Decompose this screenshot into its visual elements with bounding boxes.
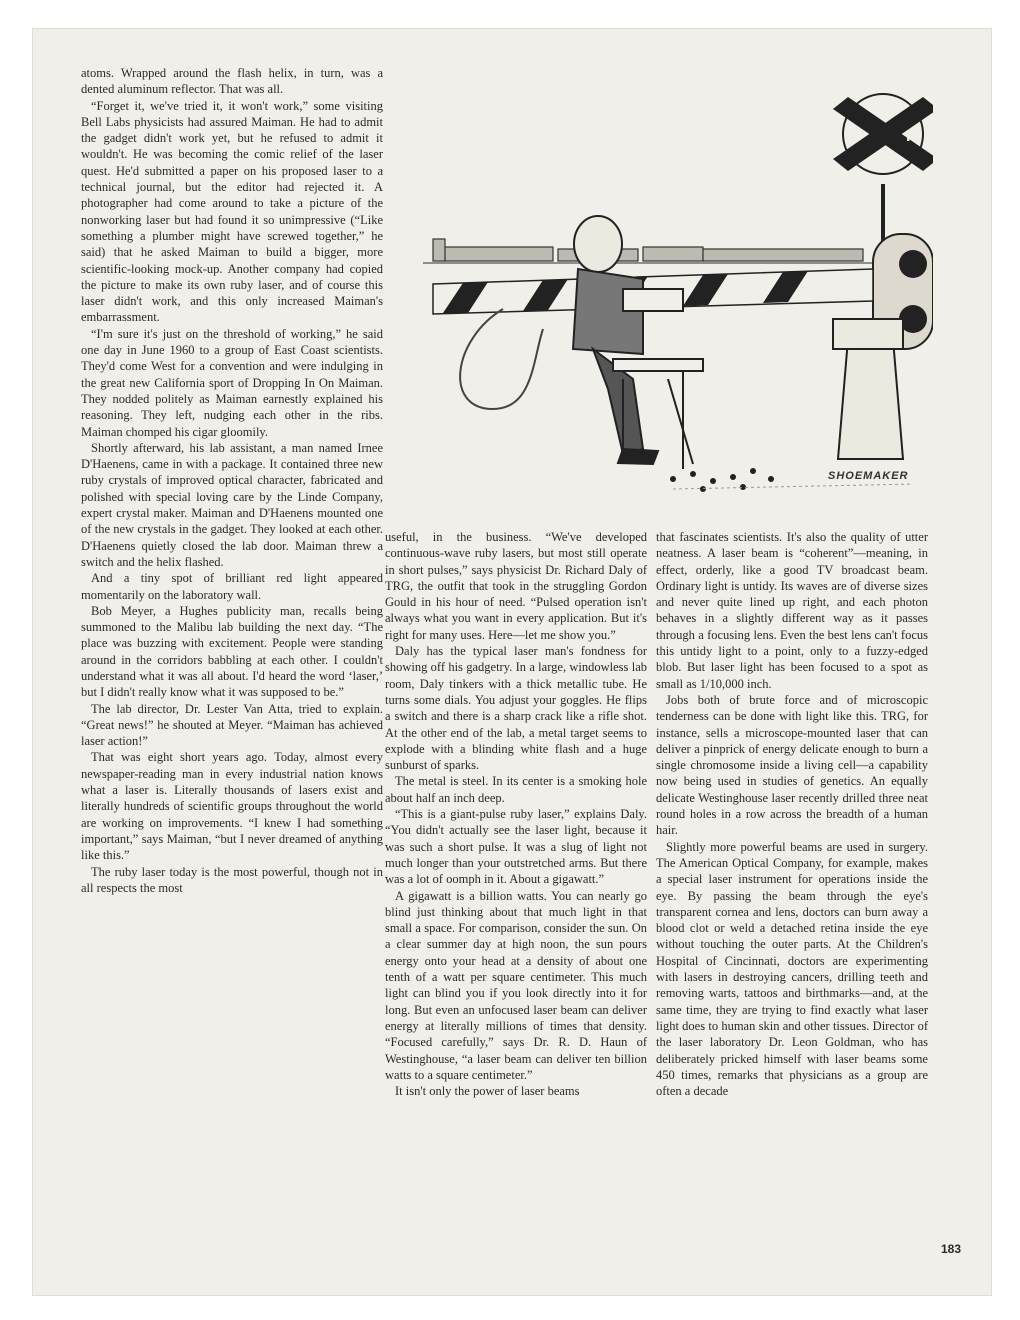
paragraph: The ruby laser today is the most powerful, though not in all respects the most xyxy=(81,864,383,895)
cartoon-illustration xyxy=(393,79,933,504)
paragraph: Slightly more powerful beams are used in surgery. The American Optical Company, for example, makes a special laser instrument for operations inside the eye. By passing the beam through the eye's transparent cornea and lens, doctors can burn away a blood clot or weld a detached retina inside the eye without touching the outer parts. At the Children's Hospital of Cincinnati, doctors are experimenting with lasers in destroying cancers, drilling teeth and removing warts, tattoos and birthmarks—and, at the same time, they are trying to find exactly what laser light does to human skin and other tissues. Director of the laser laboratory Dr. Leon Goldman, who has deliberately pricked himself with laser beams some 450 times, remarks that physicians as a group are often a decade xyxy=(656,839,928,1099)
paragraph: The metal is steel. In its center is a smoking hole about half an inch deep. xyxy=(385,774,647,805)
paragraph: A gigawatt is a billion watts. You can nearly go blind just thinking about that much light in that small a space. For comparison, consider the sun. On a clear summer day at high noon, the sun pours energy onto your head at a density of about one tenth of a watt per square centimeter. This much light can blind you if you look directly into it for long. But even an unfocused laser beam can deliver energy at literally millions of times that density. “Focused carefully,” says Dr. R. D. Haun of Westinghouse, “a laser beam can deliver ten billion watts to a square centimeter.” xyxy=(385,888,647,1082)
paragraph: That was eight short years ago. Today, almost every newspaper-reading man in every industrial nation knows what a laser is. Literally thousands of lasers exist and literally hundreds of scientific groups throughout the world are working on improvements. “I knew I had something important,” says Maiman, “but I never dreamed of anything like this.” xyxy=(81,750,383,863)
paragraph: useful, in the business. “We've developed continuous-wave ruby lasers, but most still operate in short pulses,” says physicist Dr. Richard Daly of TRG, the outfit that took in the struggling Gordon Gould in his hour of need. “Pulsed operation isn't always what you want in every application. But it's right for many uses. Here—let me show you.” xyxy=(385,530,647,642)
railroad-crossing-cartoon xyxy=(393,79,933,504)
paragraph: It isn't only the power of laser beams xyxy=(395,1084,580,1099)
paragraph: “Forget it, we've tried it, it won't work,” some visiting Bell Labs physicists had assured Maiman. He had to admit the gadget didn't work yet, but he refused to admit it wouldn't. He was becoming the comic relief of the laser quest. He'd submitted a paper on his proposed laser to a technical journal, but the editor had rejected it. A photographer had come around to take a picture of the nonworking laser but had found it so unimpressive (“Like something a plumber might have screwed together,” he said) that he asked Maiman to build a bigger, more scientific-looking mock-up. Another company had copied the picture to make its own ruby laser, and of course this laser didn't work, and this only increased Maiman's embarrassment. xyxy=(81,98,383,325)
paragraph: And a tiny spot of brilliant red light appeared momentarily on the laboratory wall. xyxy=(81,571,383,602)
paragraph: Bob Meyer, a Hughes publicity man, recalls being summoned to the Malibu lab building the next day. “The place was buzzing with excitement. People were standing around in the corridors babbling at each other. I couldn't understand what it was all about. I'd heard the word ‘laser,’ but I didn't really know what it was supposed to be.” xyxy=(81,603,383,700)
page-number: 183 xyxy=(941,1242,962,1256)
paragraph: Shortly afterward, his lab assistant, a man named Irnee D'Haenens, came in with a package. It contained three new ruby crystals of improved optical character, fabricated and polished with special loving care by the Linde Company, expert crystal maker. Maiman and D'Haenens mounted one of the new crystals in the gadget. They looked at each other. D'Haenens quietly closed the lab door. Maiman threw a switch and the helix flashed. xyxy=(81,440,383,569)
column-middle xyxy=(385,529,647,1099)
paragraph: “This is a giant-pulse ruby laser,” explains Daly. “You didn't actually see the laser light, because it was such a short pulse. It was a slug of light not much longer than your outstretched arms. But there was a lot of oomph in it. About a gigawatt.” xyxy=(385,807,647,887)
crossbuck-sign xyxy=(833,94,933,174)
gate-base xyxy=(833,319,903,459)
paragraph: “I'm sure it's just on the threshold of working,” he said one day in June 1960 to a group of East Coast scientists. They'd come West for a convention and were indulging in the great new California sport of Dropping In On Maiman. They nodded politely as Maiman earnestly explained his reasoning. They left, nudging each other in the ribs. Maiman chomped his cigar gloomily. xyxy=(81,326,383,439)
sign-letter-left: R xyxy=(846,128,858,145)
artist-signature: SHOEMAKER xyxy=(828,470,909,482)
rope-drawing xyxy=(460,309,543,409)
magazine-page xyxy=(32,28,992,1296)
paragraph: The lab director, Dr. Lester Van Atta, tried to explain. “Great news!” he shouted at Meyer. “Maiman has achieved laser action!” xyxy=(81,701,383,749)
train-drawing xyxy=(423,239,873,263)
paragraph: atoms. Wrapped around the flash helix, in turn, was a dented aluminum reflector. That was all. xyxy=(81,66,383,97)
column-right xyxy=(656,529,928,1099)
paragraph: Daly has the typical laser man's fondness for showing off his gadgetry. In a large, windowless lab room, Daly tinkers with a thick metallic tube. He turns some dials. You adjust your goggles. He flips a switch and there is a sharp crack like a rifle shot. At the other end of the lab, a metal target seems to explode with a blinding white flash and a huge sunburst of sparks. xyxy=(385,644,647,773)
paragraph: Jobs both of brute force and of microscopic tenderness can be done with light like this. TRG, for instance, sells a microscope-mounted laser that can deliver a pinprick of energy delicate enough to burn a single chromosome inside a living cell—a capability now being used in studies of genetics. An equally delicate Westinghouse laser recently drilled three neat round holes in a row across the breadth of a human hair. xyxy=(656,692,928,838)
paragraph: that fascinates scientists. It's also the quality of utter neatness. A laser beam is “coherent”—meaning, in effect, orderly, like a good TV broadcast beam. Ordinary light is untidy. Its waves are of diverse sizes and never quite lined up right, and each photon behaves in a slightly different way as it passes through a focusing lens. Even the best lens can't focus this untidy light to a point, only to a fuzzy-edged blob. But laser light has been focused to a spot as small as 1/10,000 inch. xyxy=(656,530,928,691)
column-left xyxy=(81,65,383,896)
sign-letter-right: R xyxy=(906,128,918,145)
